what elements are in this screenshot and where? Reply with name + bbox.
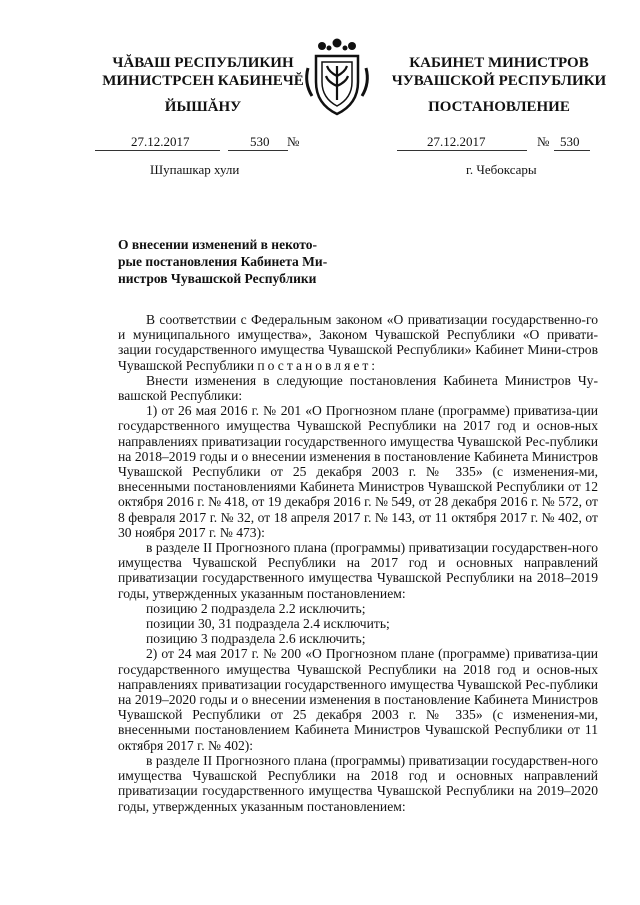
left-date-line — [95, 136, 220, 151]
left-doc-type: ЙЫШĂНУ — [164, 99, 242, 115]
right-header-line1: КАБИНЕТ МИНИСТРОВ — [409, 55, 589, 71]
right-doc-type: ПОСТАНОВЛЕНИЕ — [428, 99, 570, 115]
document-body — [118, 312, 598, 814]
right-header-line2: ЧУВАШСКОЙ РЕСПУБЛИКИ — [391, 73, 607, 89]
left-header-title — [88, 54, 318, 90]
paragraph-position-2-2: позицию 2 подраздела 2.2 исключить; — [146, 600, 366, 616]
paragraph-position-2-6: позицию 3 подраздела 2.6 исключить; — [146, 631, 366, 647]
paragraph-intro: Внести изменения в следующие постановления Кабинета Министров Чу-вашской Республики: — [118, 372, 598, 404]
paragraph-position-2-4: позиции 30, 31 подраздела 2.4 исключить; — [146, 616, 390, 632]
paragraph-section-2017: в разделе II Прогнозного плана (программы) приватизации государствен-ного имущества Чувашской Республики на 2017 год и основных направлений приватизации государственного имущества Чувашской Республики на 2018–2019 годы, утвержденных указанным постановлением: — [118, 540, 598, 601]
paragraph-item-2: 2) от 24 мая 2017 г. № 200 «О Прогнозном плане (программе) приватиза-ции государственного имущества Чувашской Республики на 2018 год и основ-ных направлениях приватизации государственного имущества Чувашской Рес-публики на 2019–2020 годы и о внесении изменения в постановление Кабинета Министров Чувашской Республики от 25 декабря 2003 г. № 335» (с изменения-ми, внесенными постановлением Кабинета Министров Чувашской Республики от 11 октября 2017 г. № 402): — [118, 646, 598, 753]
paragraph-item-1: 1) от 26 мая 2016 г. № 201 «О Прогнозном плане (программе) приватиза-ции государственного имущества Чувашской Республики на 2017 год и основ-ных направлениях приватизации государственного имущества Чувашской Рес-публики на 2018–2019 годы и о внесении изменения в постановление Кабинета Министров Чувашской Республики от 25 декабря 2003 г. № 335» (с изменения-ми, внесенными постановлениями Кабинета Министров Чувашской Республики от 12 октября 2016 г. № 418, от 19 декабря 2016 г. № 549, от 28 декабря 2016 г. № 572, от 8 февраля 2017 г. № 32, от 18 апреля 2017 г. № 143, от 11 октября 2017 г. № 402, от 30 ноября 2017 г. № 473): — [118, 403, 598, 540]
right-date: 27.12.2017 — [427, 134, 486, 149]
right-date-line — [397, 136, 527, 151]
paragraph-preamble — [118, 312, 598, 373]
right-number: 530 — [560, 134, 580, 149]
emblem-image — [302, 38, 372, 120]
document-title — [118, 236, 343, 287]
decree-word: постановляет: — [257, 357, 379, 373]
right-city: г. Чебоксары — [466, 162, 537, 177]
left-header-line1: ЧĂВАШ РЕСПУБЛИКИН — [112, 55, 294, 71]
left-date: 27.12.2017 — [131, 134, 190, 149]
left-number-line — [228, 136, 288, 151]
right-number-line — [554, 136, 590, 151]
right-header-title — [384, 54, 614, 90]
title-line3: нистров Чувашской Республики — [118, 271, 317, 286]
title-line2: рые постановления Кабинета Ми- — [118, 254, 328, 269]
left-number-sign: № — [287, 134, 300, 149]
left-city: Шупашкар хули — [150, 162, 240, 177]
left-header-line2: МИНИСТРСЕН КАБИНЕЧĔ — [102, 73, 304, 89]
right-number-sign: № — [537, 134, 550, 149]
preamble-text: В соответствии с Федеральным законом «О приватизации государственно-го и муниципального имущества», Законом Чувашской Республики «О привати-зации государственного имущества Чувашской Республики» Кабинет Мини-стров Чувашской Республики — [118, 312, 598, 373]
paragraph-section-2018: в разделе II Прогнозного плана (программы) приватизации государствен-ного имущества Чувашской Республики на 2018 год и основных направлений приватизации государственного имущества Чувашской Республики на 2019–2020 годы, утвержденных указанным постановлением: — [118, 752, 598, 814]
title-line1: О внесении изменений в некото- — [118, 237, 317, 252]
left-number: 530 — [250, 134, 270, 149]
